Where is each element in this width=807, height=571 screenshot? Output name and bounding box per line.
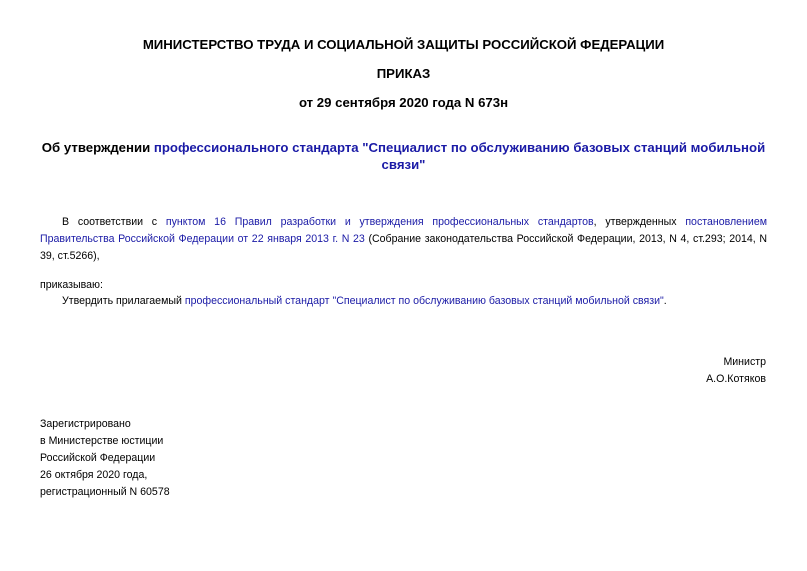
preamble-paragraph: [40, 214, 767, 265]
orders-line: приказываю:: [40, 279, 103, 291]
registration-block: [40, 416, 170, 501]
order-subject: [40, 139, 767, 173]
preamble-text-3: (Собрание законодательства Российской Федерации, 2013, N 4, ст.293; 2014, N 39, ст.5266),: [40, 233, 768, 262]
signature-block: [706, 354, 766, 388]
subject-prefix: Об утверждении: [41, 140, 154, 155]
approve-text-1: Утвердить прилагаемый: [62, 295, 185, 307]
order-date-number: от 29 сентября 2020 года N 673н: [298, 95, 509, 110]
approved-standard-link[interactable]: профессиональный стандарт "Специалист по обслуживанию базовых станций мобильной связи": [184, 295, 664, 307]
preamble-text-2: , утвержденных: [593, 216, 686, 228]
resolution-link[interactable]: постановлением Правительства Российской Федерации от 22 января 2013 г. N 23: [40, 216, 768, 245]
document-type-heading: ПРИКАЗ: [376, 66, 431, 81]
registration-line: Российской Федерации: [40, 452, 156, 464]
ministry-heading: МИНИСТЕРСТВО ТРУДА И СОЦИАЛЬНОЙ ЗАЩИТЫ РОССИЙСКОЙ ФЕДЕРАЦИИ: [142, 37, 665, 52]
preamble-text-1: В соответствии с: [62, 216, 166, 228]
rules-link[interactable]: пунктом 16 Правил разработки и утверждения профессиональных стандартов: [165, 216, 594, 228]
standard-link[interactable]: профессионального стандарта "Специалист по обслуживанию базовых станций мобильной связи": [153, 140, 766, 172]
approve-text-2: .: [663, 295, 667, 307]
signature-title: Министр: [723, 356, 766, 368]
registration-line: регистрационный N 60578: [40, 486, 170, 498]
registration-line: в Министерстве юстиции: [40, 435, 164, 447]
registration-line: Зарегистрировано: [40, 418, 131, 430]
approve-paragraph: [62, 293, 667, 310]
signature-name: А.О.Котяков: [706, 373, 766, 385]
registration-line: 26 октября 2020 года,: [40, 469, 148, 481]
